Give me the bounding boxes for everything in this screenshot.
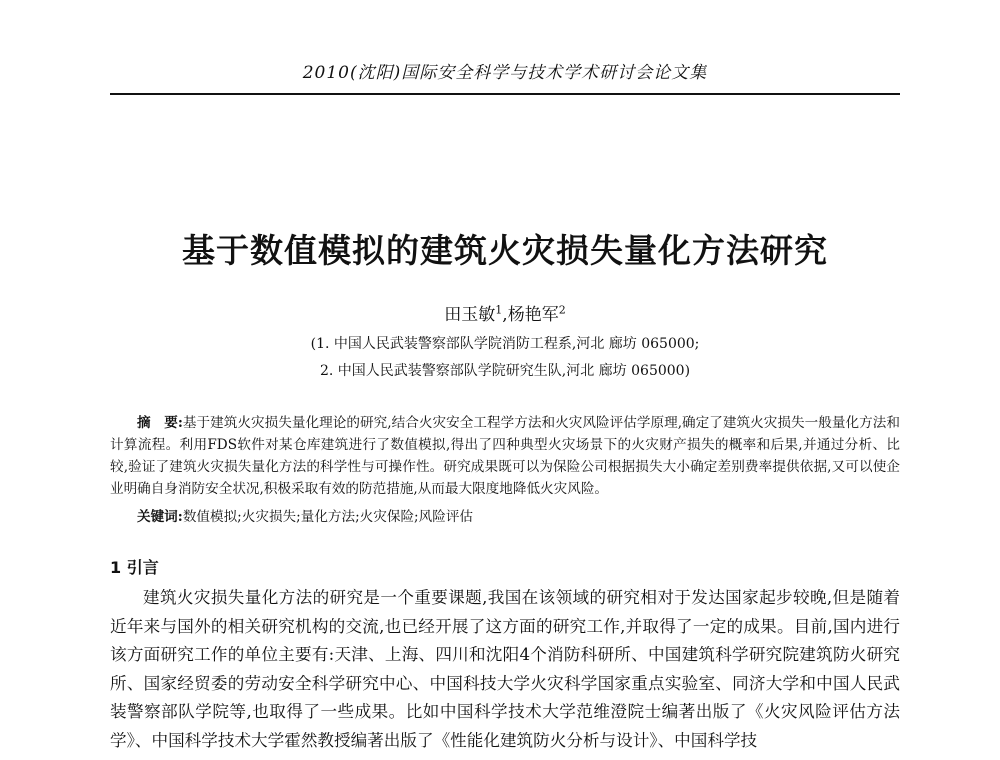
author-name: 杨艳军 — [507, 305, 559, 325]
paper-title: 基于数值模拟的建筑火灾损失量化方法研究 — [182, 231, 828, 270]
paragraph: 建筑火灾损失量化方法的研究是一个重要课题,我国在该领域的研究相对于发达国家起步较晚,但是随着近年来与国外的相关研究机构的交流,也已经开展了这方面的研究工作,并取得了一定的成果。目前,国内进行该方面研究工作的单位主要有:天津、上海、四川和沈阳4个消防科研所、中国建筑科学研究院建筑防火研究所、国家经贸委的劳动安全科学研究中心、中国科技大学火灾科学国家重点实验室、同济大学和中国人民武装警察部队学院等,也取得了一些成果。比如中国科学技术大学范维澄院士编著出版了《火灾风险评估方法学》、中国科学技术大学霍然教授编著出版了《性能化建筑防火分析与设计》、中国科学技 — [110, 588, 900, 750]
abstract-label: 摘 要: — [137, 415, 183, 431]
keywords-label: 关键词: — [137, 509, 183, 525]
header-rule — [110, 93, 900, 95]
author-line — [110, 300, 900, 325]
affiliation-marker: 1 — [495, 303, 503, 317]
keywords-text: 数值模拟;火灾损失;量化方法;火灾保险;风险评估 — [182, 509, 474, 525]
section-heading: 1 引言 — [110, 558, 159, 577]
running-head: 2010(沈阳)国际安全科学与技术学术研讨会论文集 — [302, 63, 708, 83]
author-name: 田玉敏 — [444, 305, 496, 325]
body-text — [110, 584, 900, 756]
abstract — [110, 412, 900, 500]
abstract-paragraph — [110, 412, 900, 500]
author-separator: , — [502, 305, 508, 325]
affiliation: (1. 中国人民武装警察部队学院消防工程系,河北 廊坊 065000; — [310, 336, 700, 352]
affiliation-marker: 2 — [558, 303, 566, 317]
affiliation: 2. 中国人民武装警察部队学院研究生队,河北 廊坊 065000) — [319, 363, 691, 379]
keywords — [137, 505, 900, 525]
abstract-text: 基于建筑火灾损失量化理论的研究,结合火灾安全工程学方法和火灾风险评估学原理,确定了建筑火灾损失一般量化方法和计算流程。利用FDS软件对某仓库建筑进行了数值模拟,得出了四种典型火灾场景下的火灾财产损失的概率和后果,并通过分析、比较,验证了建筑火灾损失量化方法的科学性与可操作性。研究成果既可以为保险公司根据损失大小确定差别费率提供依据,又可以使企业明确自身消防安全状况,积极采取有效的防范措施,从而最大限度地降低火灾风险。 — [110, 415, 900, 497]
